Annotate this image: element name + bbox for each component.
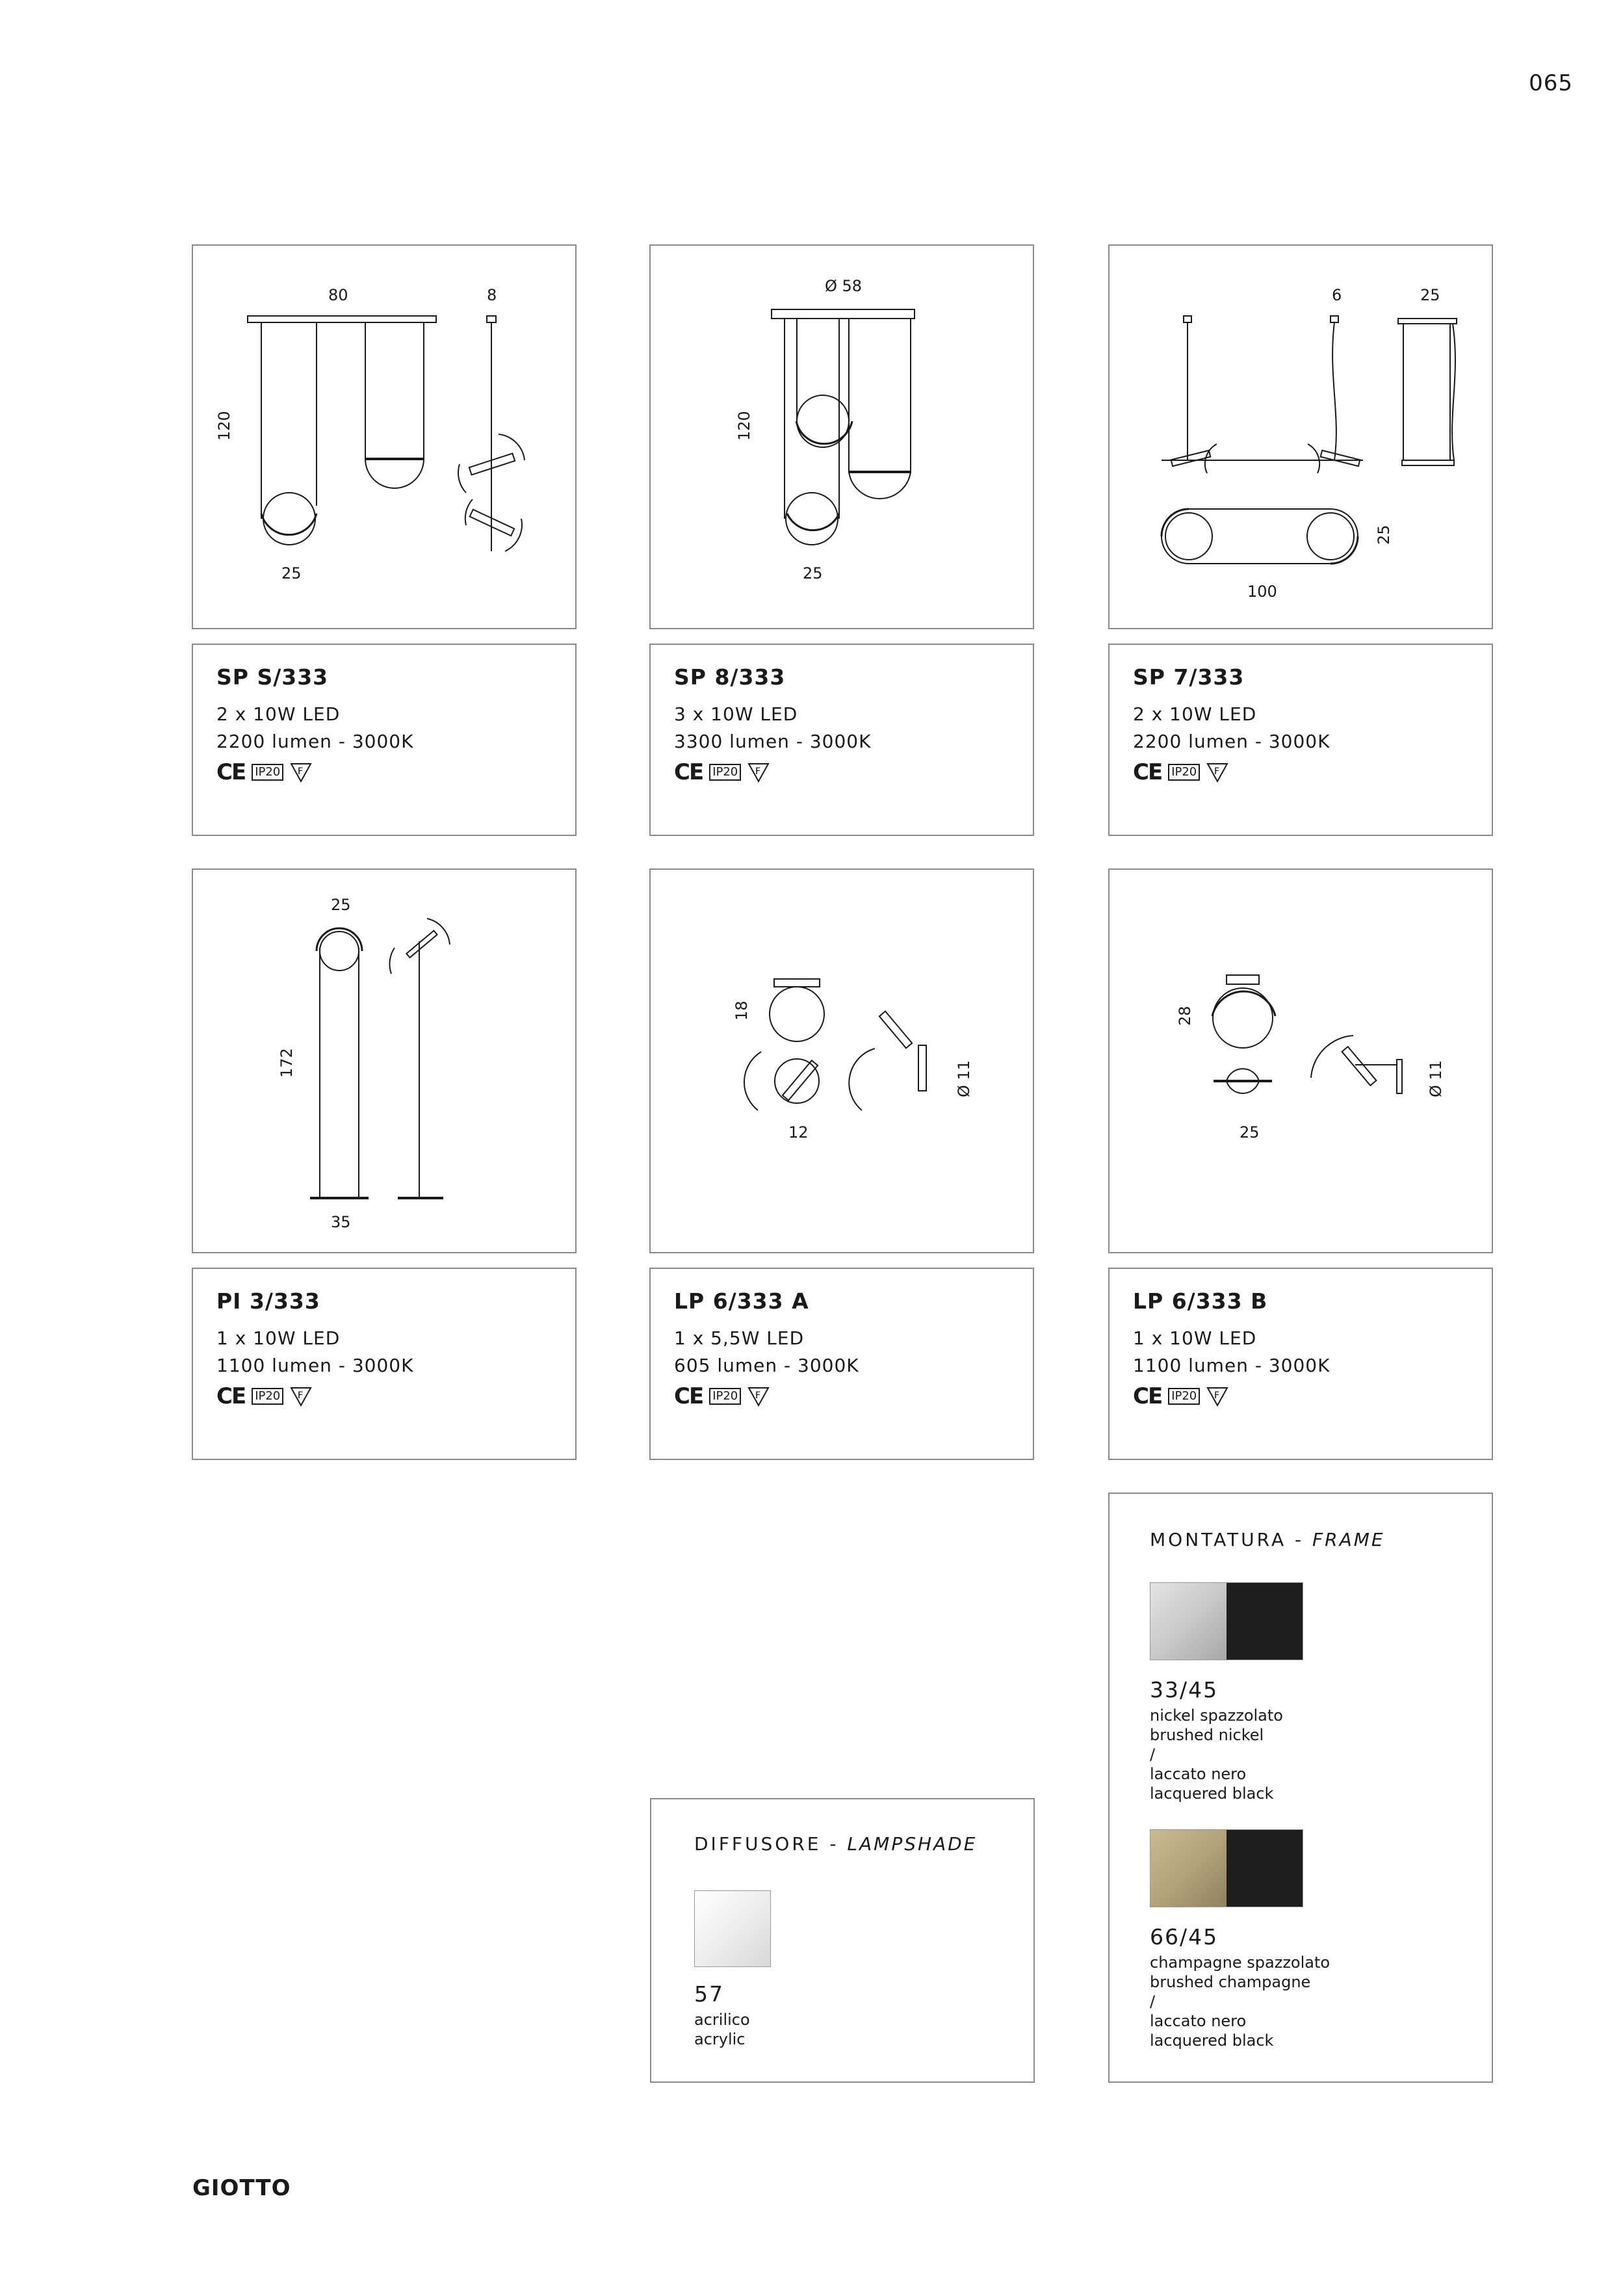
dim-sphere: 25 <box>803 564 823 582</box>
lampshade-title-it: DIFFUSORE <box>694 1833 822 1855</box>
technical-drawing <box>193 870 575 1252</box>
dim-diameter: Ø 58 <box>825 277 863 295</box>
brand-name: GIOTTO <box>192 2175 291 2201</box>
product-code: SP 8/333 <box>674 664 786 690</box>
product-lumen: 2200 lumen - 3000K <box>216 731 414 752</box>
dim-depth: 6 <box>1332 286 1342 304</box>
swatch-color-black <box>1227 1583 1303 1660</box>
certification-marks <box>674 1383 770 1409</box>
f-triangle-icon <box>747 762 770 783</box>
product-power: 2 x 10W LED <box>216 703 341 725</box>
technical-drawing <box>193 246 575 628</box>
ce-mark: CE <box>216 759 246 785</box>
technical-drawing <box>1110 870 1492 1252</box>
product-code: PI 3/333 <box>216 1288 320 1314</box>
dim-sphere: 25 <box>331 896 351 914</box>
f-triangle-icon <box>290 762 312 783</box>
ip-rating: IP20 <box>709 1388 741 1405</box>
product-lumen: 1100 lumen - 3000K <box>216 1355 414 1376</box>
product-code: SP S/333 <box>216 664 329 690</box>
dim-diameter: Ø 11 <box>955 1060 973 1097</box>
drawing-sp-8 <box>649 244 1034 629</box>
finish-description: acrilico acrylic <box>694 2011 750 2048</box>
dim-width: 12 <box>788 1123 809 1141</box>
dim-height: 28 <box>1176 1006 1194 1026</box>
f-triangle-icon <box>1206 1386 1228 1407</box>
svg-text:F: F <box>1214 1390 1220 1401</box>
swatch-color-champagne <box>1150 1830 1227 1907</box>
certification-marks <box>216 1383 312 1409</box>
certification-marks <box>1133 759 1228 785</box>
dim-depth: 8 <box>487 286 497 304</box>
swatch-color-black <box>1227 1830 1303 1907</box>
f-triangle-icon <box>1206 762 1228 783</box>
drawing-sp-7 <box>1108 244 1493 629</box>
ce-mark: CE <box>1133 1383 1162 1409</box>
lampshade-title-en: LAMPSHADE <box>847 1833 978 1855</box>
certification-marks <box>216 759 312 785</box>
svg-text:F: F <box>1214 766 1220 777</box>
f-triangle-icon <box>747 1386 770 1407</box>
dim-width: 80 <box>328 286 348 304</box>
svg-text:F: F <box>755 1390 761 1401</box>
frame-title-it: MONTATURA <box>1150 1529 1287 1550</box>
finish-code: 66/45 <box>1150 1924 1219 1950</box>
frame-title: MONTATURA - FRAME <box>1150 1529 1385 1550</box>
ce-mark: CE <box>1133 759 1162 785</box>
dim-width: 25 <box>1375 525 1393 545</box>
ce-mark: CE <box>674 759 703 785</box>
dim-height: 18 <box>733 1000 751 1021</box>
ip-rating: IP20 <box>252 1388 283 1405</box>
dim-base: 35 <box>331 1213 351 1231</box>
spec-sp-8 <box>649 644 1034 836</box>
svg-text:F: F <box>755 766 761 777</box>
drawing-pi-3 <box>192 868 577 1253</box>
product-power: 1 x 10W LED <box>1133 1327 1257 1349</box>
product-power: 1 x 5,5W LED <box>674 1327 805 1349</box>
drawing-lp-a <box>649 868 1034 1253</box>
dim-sphere: 25 <box>281 564 302 582</box>
dim-height: 120 <box>735 411 753 441</box>
dim-height: 172 <box>278 1048 296 1078</box>
swatch-nickel-black <box>1150 1582 1303 1660</box>
certification-marks <box>1133 1383 1228 1409</box>
swatch-color-nickel <box>1150 1583 1227 1660</box>
spec-pi-3 <box>192 1268 577 1460</box>
dim-height: 120 <box>215 411 233 441</box>
lampshade-finishes-panel <box>650 1798 1035 2083</box>
drawing-lp-b <box>1108 868 1493 1253</box>
ip-rating: IP20 <box>709 764 741 781</box>
finish-description: champagne spazzolato brushed champagne / laccato nero lacquered black <box>1150 1953 1331 2050</box>
ce-mark: CE <box>674 1383 703 1409</box>
spec-sp-7 <box>1108 644 1493 836</box>
finish-code: 57 <box>694 1981 724 2007</box>
dim-length: 100 <box>1247 582 1277 601</box>
product-lumen: 605 lumen - 3000K <box>674 1355 859 1376</box>
svg-text:F: F <box>298 766 304 777</box>
lampshade-title: DIFFUSORE - LAMPSHADE <box>694 1833 978 1855</box>
product-power: 1 x 10W LED <box>216 1327 341 1349</box>
product-code: LP 6/333 A <box>674 1288 809 1314</box>
page-number: 065 <box>1529 70 1573 96</box>
ip-rating: IP20 <box>1168 1388 1200 1405</box>
certification-marks <box>674 759 770 785</box>
svg-text:F: F <box>298 1390 304 1401</box>
product-lumen: 3300 lumen - 3000K <box>674 731 872 752</box>
frame-finishes-panel <box>1108 1493 1493 2083</box>
product-code: SP 7/333 <box>1133 664 1245 690</box>
ce-mark: CE <box>216 1383 246 1409</box>
f-triangle-icon <box>290 1386 312 1407</box>
ip-rating: IP20 <box>1168 764 1200 781</box>
ip-rating: IP20 <box>252 764 283 781</box>
product-lumen: 2200 lumen - 3000K <box>1133 731 1331 752</box>
dim-diameter: Ø 11 <box>1427 1060 1445 1097</box>
technical-drawing <box>1110 246 1492 628</box>
spec-sp-s <box>192 644 577 836</box>
technical-drawing <box>651 870 1033 1252</box>
technical-drawing <box>651 246 1033 628</box>
drawing-sp-s <box>192 244 577 629</box>
finish-description: nickel spazzolato brushed nickel / laccato nero lacquered black <box>1150 1706 1283 1803</box>
frame-title-en: FRAME <box>1312 1529 1385 1550</box>
swatch-champagne-black <box>1150 1829 1303 1907</box>
product-power: 2 x 10W LED <box>1133 703 1257 725</box>
product-code: LP 6/333 B <box>1133 1288 1268 1314</box>
spec-lp-b <box>1108 1268 1493 1460</box>
swatch-acrylic <box>694 1890 771 1967</box>
dim-width: 25 <box>1240 1123 1260 1141</box>
product-lumen: 1100 lumen - 3000K <box>1133 1355 1331 1376</box>
dim-side: 25 <box>1420 286 1440 304</box>
product-power: 3 x 10W LED <box>674 703 798 725</box>
finish-code: 33/45 <box>1150 1677 1219 1702</box>
spec-lp-a <box>649 1268 1034 1460</box>
